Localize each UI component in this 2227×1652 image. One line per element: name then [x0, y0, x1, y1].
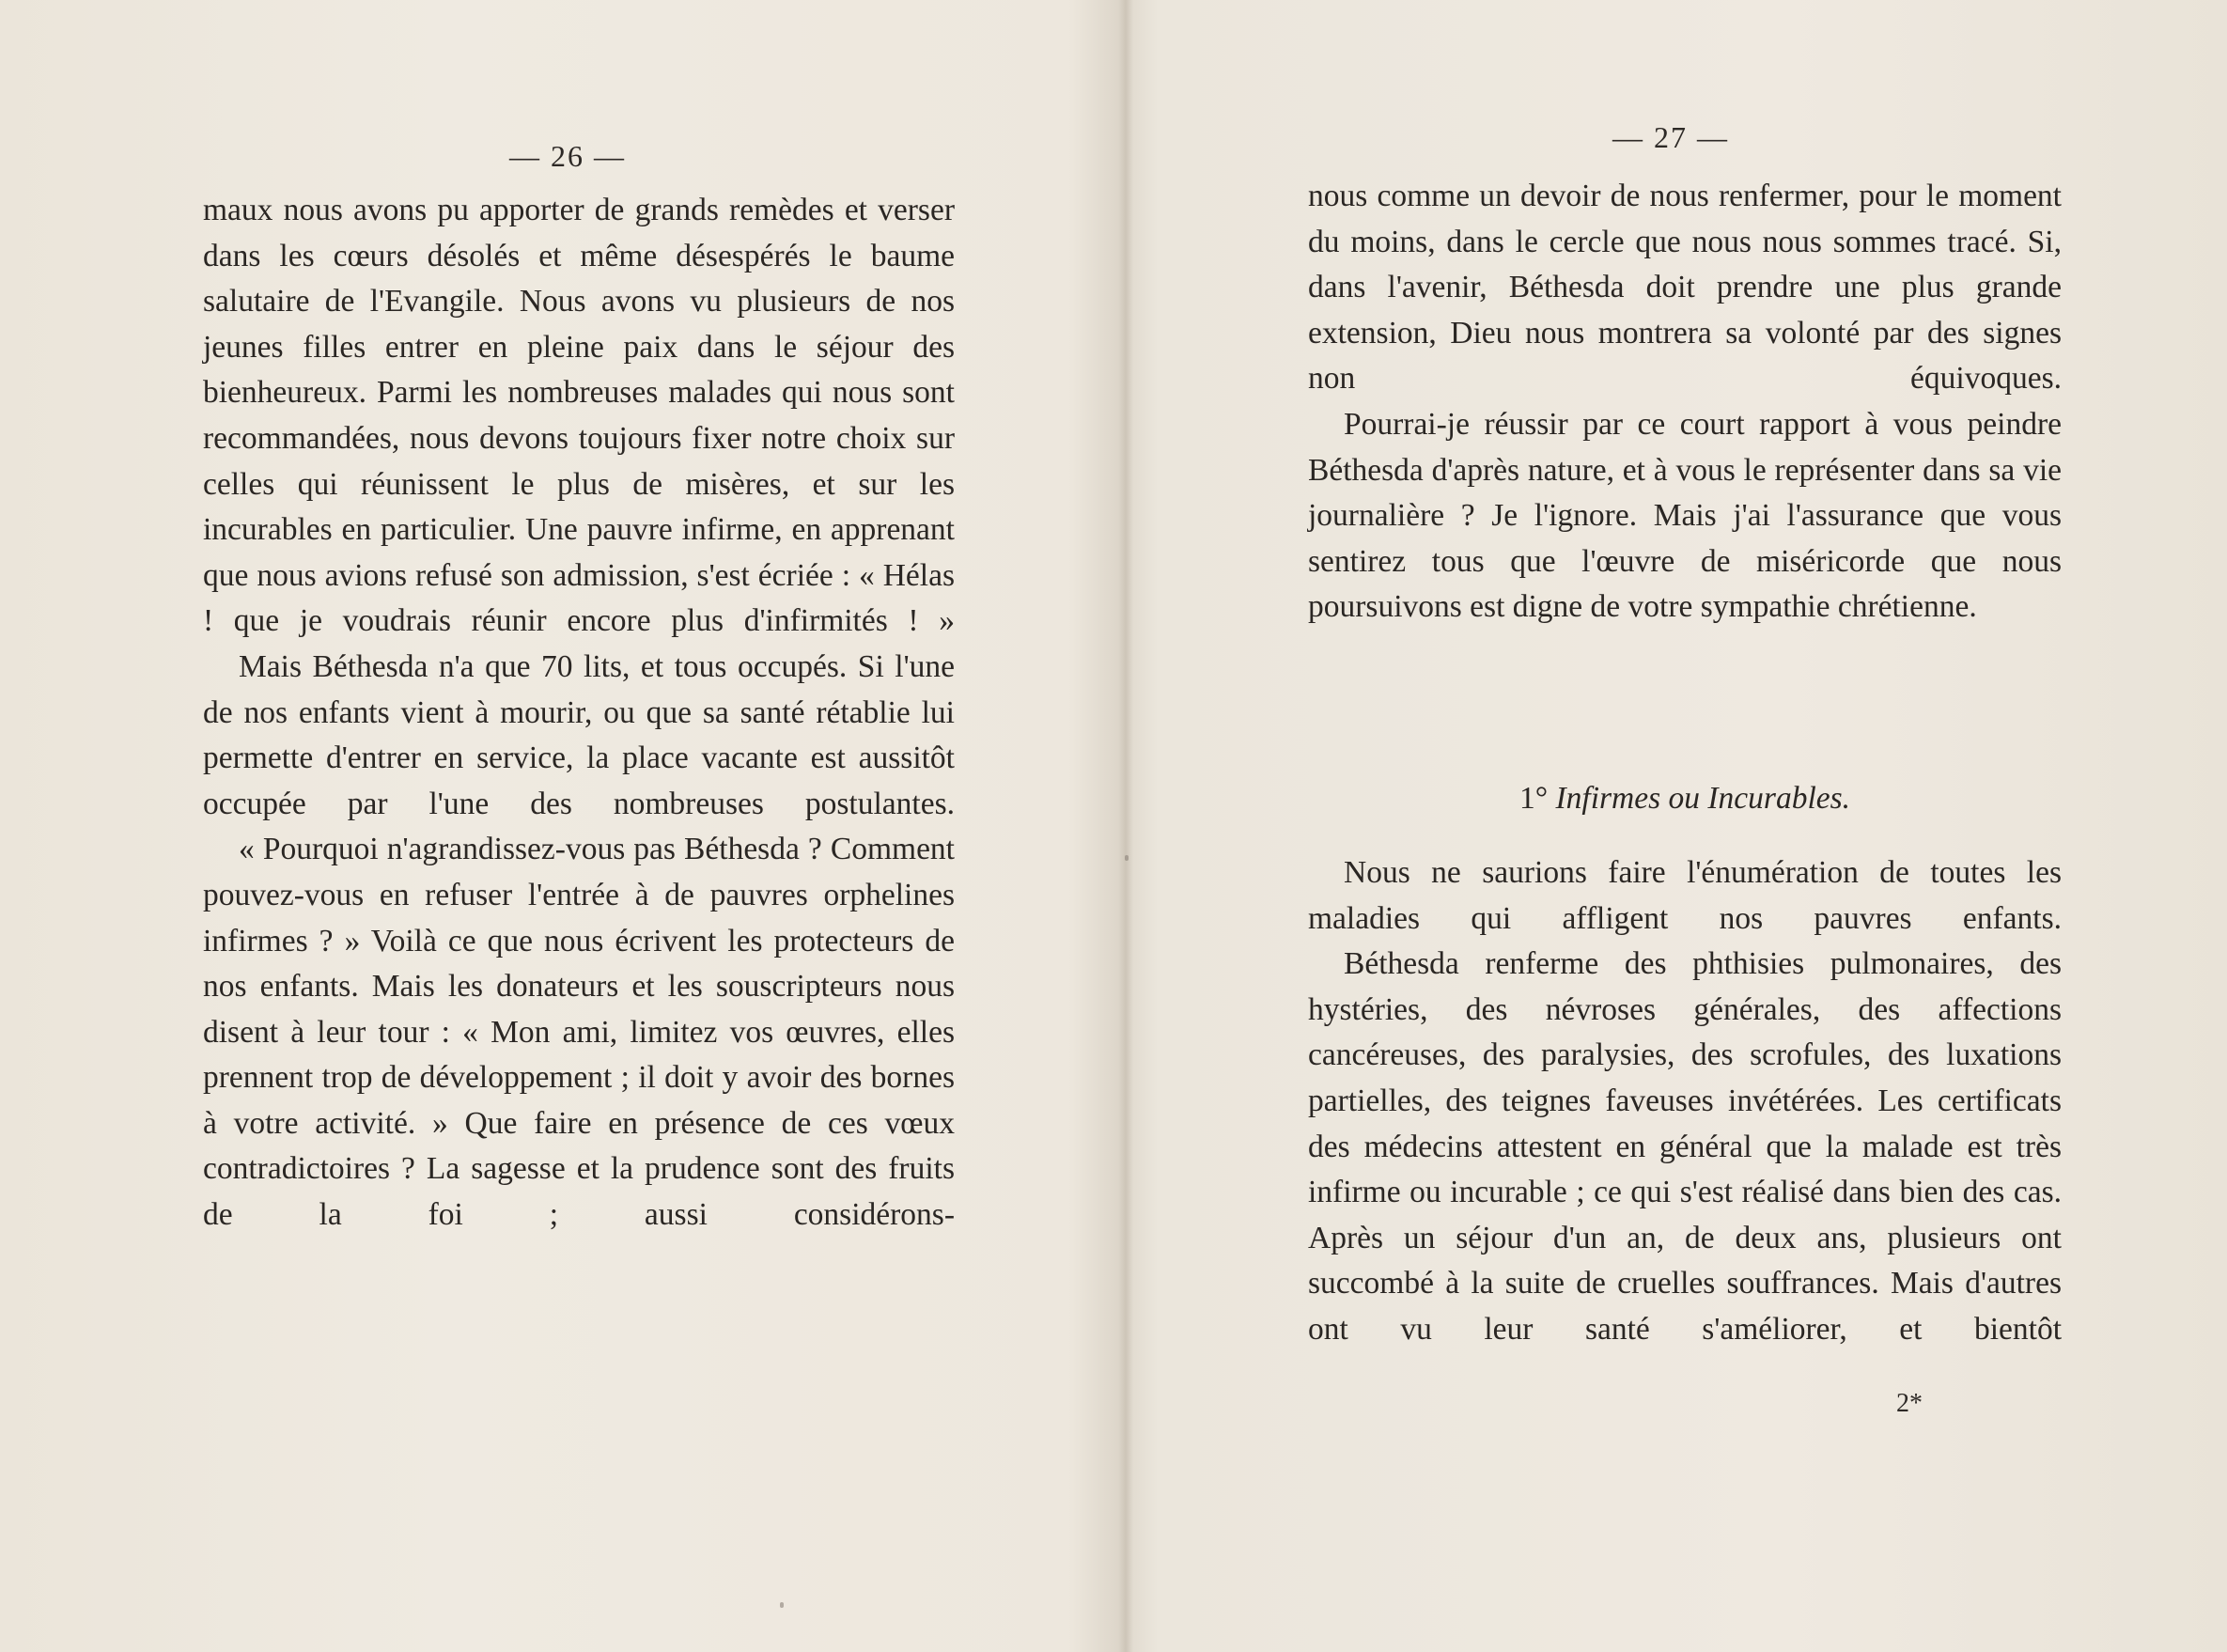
- book-gutter: [1118, 0, 1133, 1652]
- right-page-text-top: [1308, 174, 2062, 631]
- paragraph: Béthesda renferme des phthisies pulmonaires, des hystéries, des névroses générales, des affections cancéreuses, des paralysies, des scrofules, des luxations partielles, des teignes faveuses invétérées. Les certificats des médecins attestent en général que la malade est très infirme ou incurable ; ce qui s'est réalisé dans bien des cas. Après un séjour d'un an, de deux ans, plusieurs ont succombé à la suite de cruelles souffrances. Mais d'autres ont vu leur santé s'améliorer, et bientôt: [1308, 946, 2062, 1347]
- page-number-right: — 27 —: [1612, 120, 1729, 154]
- left-page-text: [203, 188, 955, 1239]
- right-page-text-bottom: [1308, 850, 2062, 1353]
- section-heading: [1308, 776, 2062, 821]
- paragraph: nous comme un devoir de nous renfermer, pour le moment du moins, dans le cercle que nous nous sommes tracé. Si, dans l'avenir, Béthesda doit prendre une plus grande extension, Dieu nous montrera sa volonté par des signes non équivoques.: [1308, 179, 2062, 397]
- page-number-left: — 26 —: [509, 139, 626, 173]
- paragraph: Mais Béthesda n'a que 70 lits, et tous occupés. Si l'une de nos enfants vient à mourir, ou que sa santé rétablie lui permette d'entrer en service, la place vacante est aussitôt occupée par l'une des nombreuses postulantes.: [203, 648, 955, 821]
- section-title: Infirmes ou Incurables.: [1555, 781, 1851, 816]
- paragraph: « Pourquoi n'agrandissez-vous pas Béthesda ? Comment pouvez-vous en refuser l'entrée à de pauvres orphelines infirmes ? » Voilà ce que nous écrivent les protecteurs de nos enfants. Mais les donateurs et les souscripteurs nous disent à leur tour : « Mon ami, limitez vos œuvres, elles prennent trop de développement ; il doit y avoir des bornes à votre activité. » Que faire en présence de ces vœux contradictoires ? La sagesse et la prudence sont des fruits de la foi ; aussi considérons-: [203, 832, 955, 1233]
- paragraph: maux nous avons pu apporter de grands remèdes et verser dans les cœurs désolés et même désespérés le baume salutaire de l'Evangile. Nous avons vu plusieurs de nos jeunes filles entrer en pleine paix dans le séjour des bienheureux. Parmi les nombreuses malades qui nous sont recommandées, nous devons toujours fixer notre choix sur celles qui réunissent le plus de misères, et sur les incurables en particulier. Une pauvre infirme, en apprenant que nous avions refusé son admission, s'est écriée : « Hélas ! que je voudrais réunir encore plus d'infirmités ! »: [203, 193, 955, 639]
- ink-speck: [1125, 855, 1129, 861]
- right-page: [1133, 0, 2227, 1652]
- ink-speck: [780, 1602, 784, 1608]
- paragraph: Nous ne saurions faire l'énumération de toutes les maladies qui affligent nos pauvres enfants.: [1308, 855, 2062, 936]
- signature-mark: 2*: [1896, 1389, 1923, 1418]
- paragraph: Pourrai-je réussir par ce court rapport à vous peindre Béthesda d'après nature, et à vous le représenter dans sa vie journalière ? Je l'ignore. Mais j'ai l'assurance que vous sentirez tous que l'œuvre de miséricorde que nous poursuivons est digne de votre sympathie chrétienne.: [1308, 406, 2062, 625]
- section-number: 1°: [1518, 781, 1549, 816]
